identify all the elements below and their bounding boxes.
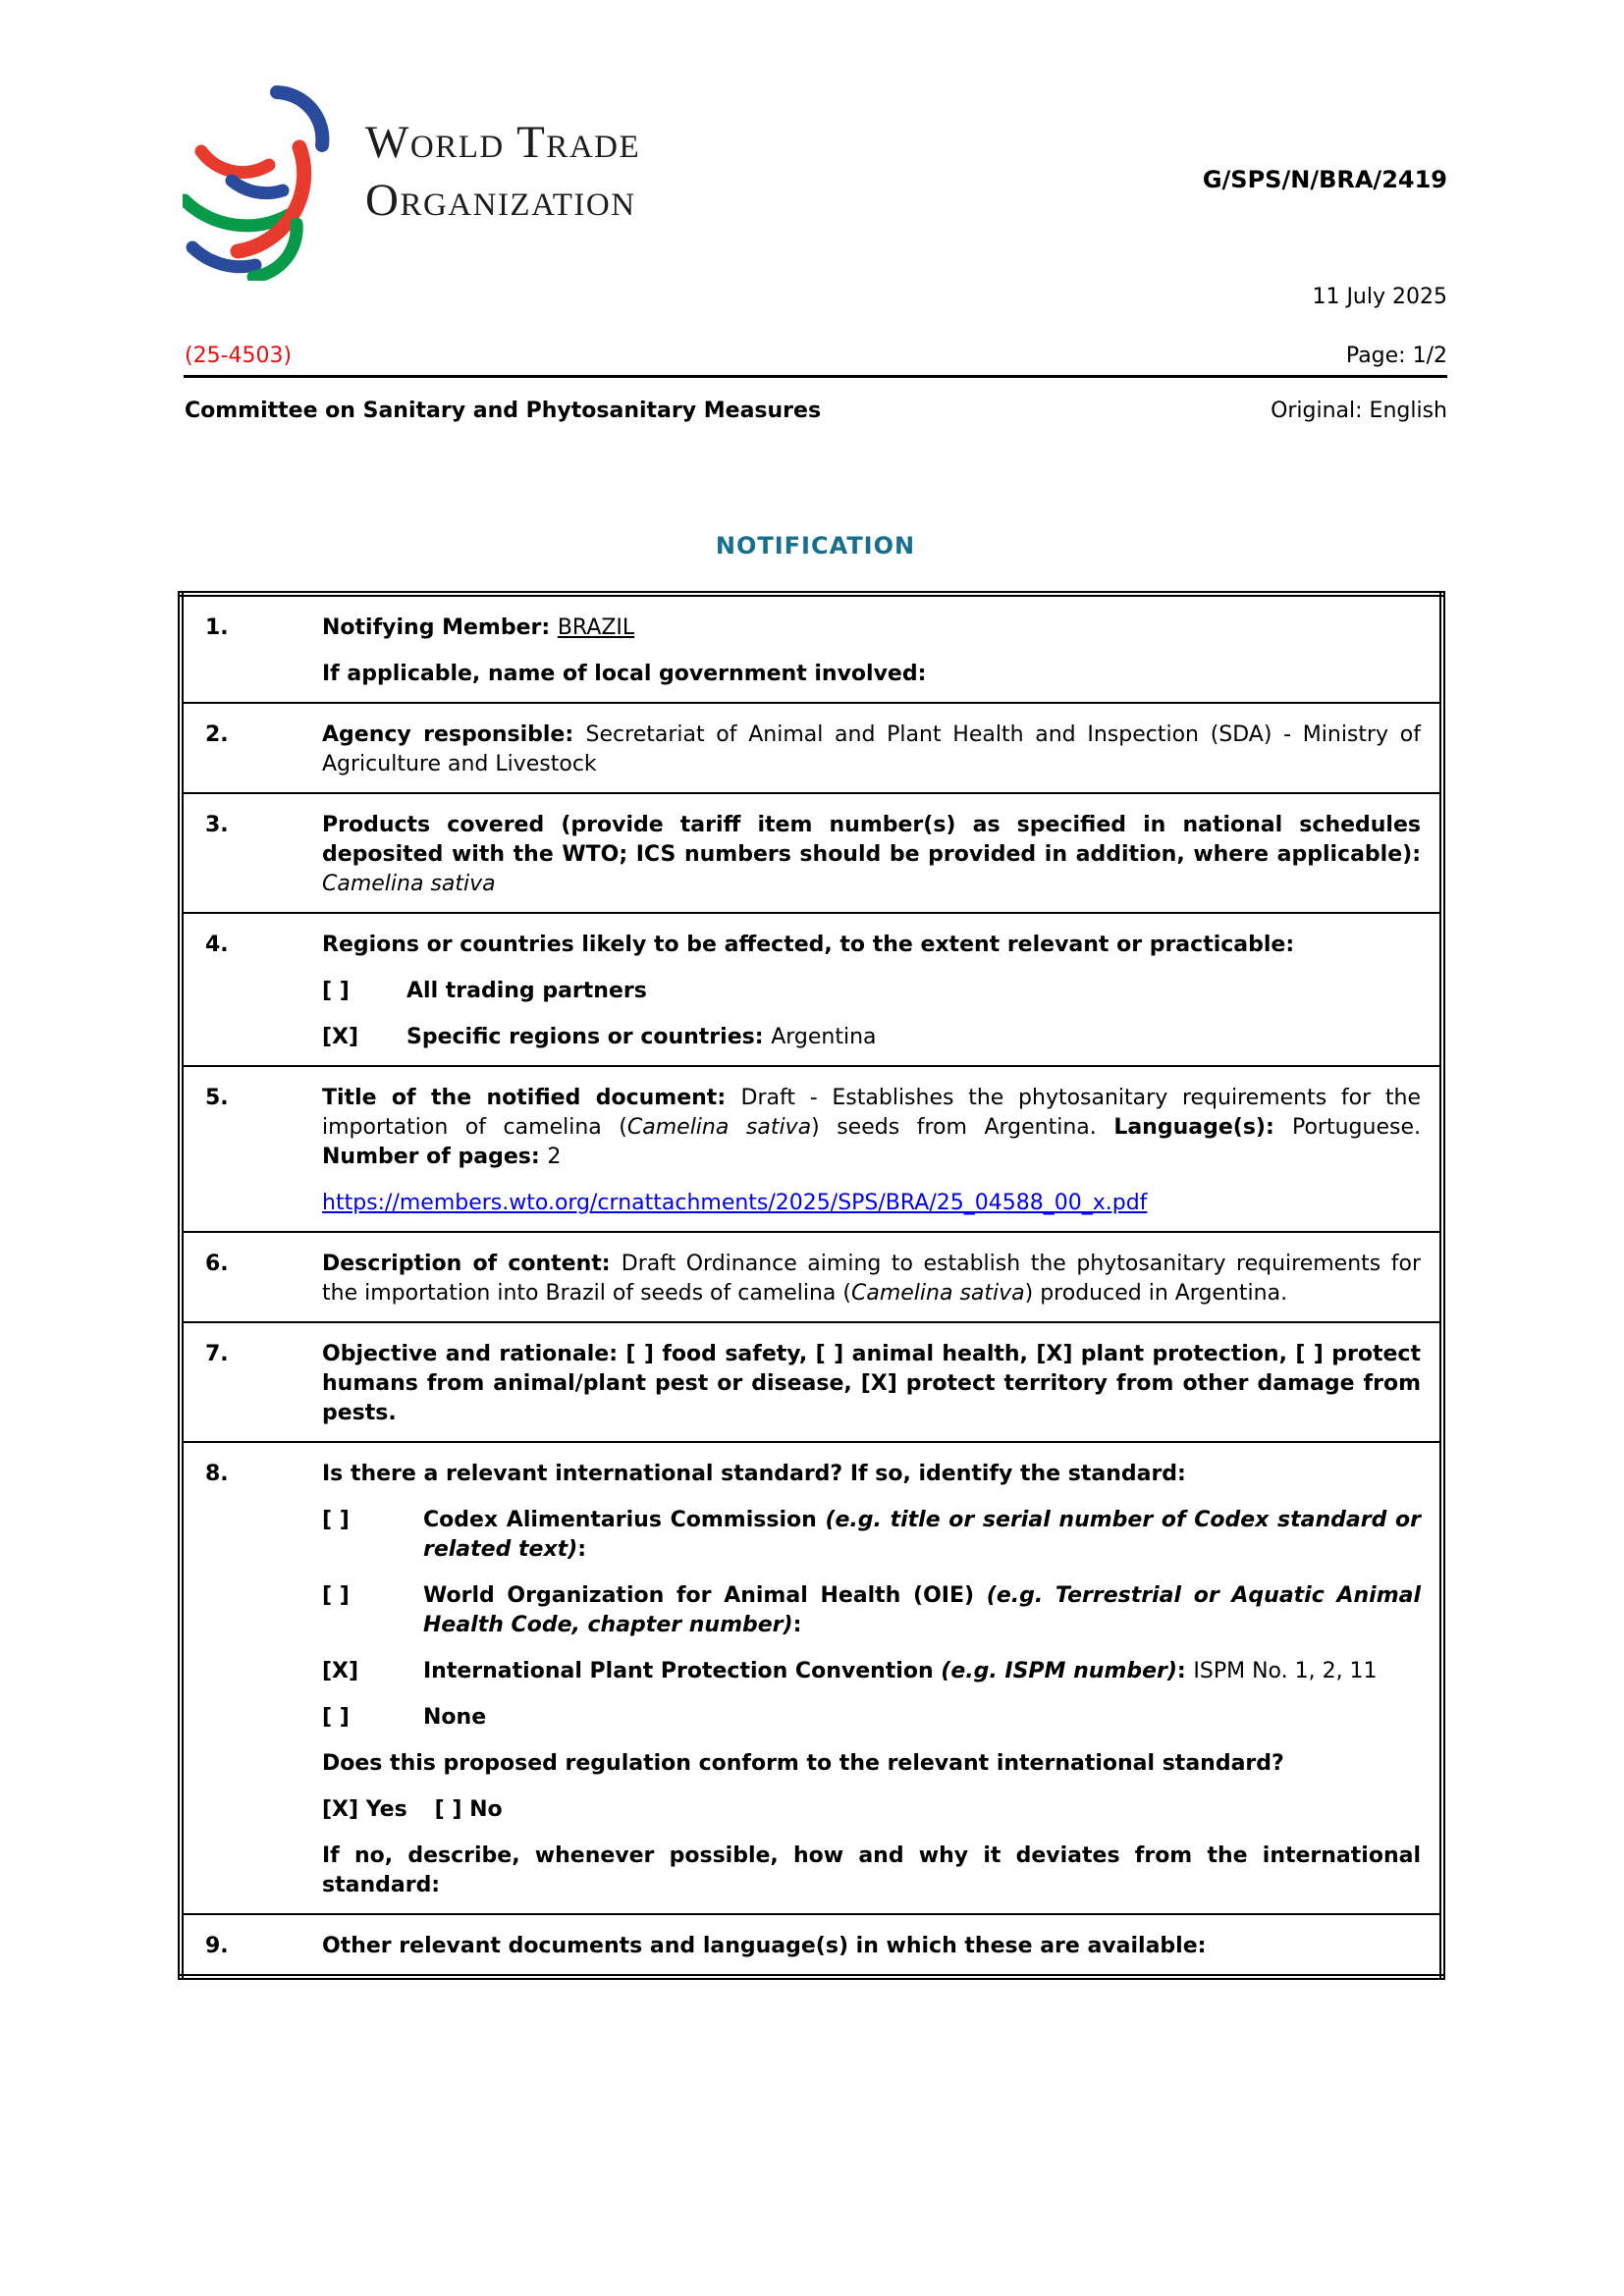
notifying-member-label: Notifying Member: bbox=[322, 615, 558, 640]
row-number: 1. bbox=[205, 615, 229, 640]
ref-number: (25-4503) bbox=[185, 344, 293, 368]
org-name-line2: Organization bbox=[365, 175, 636, 226]
other-documents-label: Other relevant documents and language(s) in which these are available: bbox=[322, 1934, 1207, 1958]
form-row-1 bbox=[181, 594, 1442, 703]
products-covered-value: Camelina sativa bbox=[322, 872, 496, 896]
codex-text bbox=[423, 1506, 1421, 1565]
specific-regions-value: Argentina bbox=[771, 1025, 877, 1049]
oie-detail: (e.g. Terrestrial or Aquatic Animal Health Code, chapter number) bbox=[423, 1583, 1422, 1637]
form-row-8 bbox=[181, 1442, 1442, 1914]
oie-option bbox=[322, 1581, 1421, 1640]
row-number: 3. bbox=[181, 793, 322, 913]
row-number: 9. bbox=[181, 1914, 322, 1977]
codex-colon: : bbox=[577, 1537, 587, 1562]
no-checkbox: [ ] No bbox=[434, 1797, 503, 1822]
checkbox-mark: [ ] bbox=[322, 979, 350, 1003]
species-name: Camelina sativa bbox=[851, 1281, 1025, 1306]
pages-value: 2 bbox=[547, 1145, 562, 1169]
form-row-2 bbox=[181, 703, 1442, 793]
title-text: Draft - Establishes the phytosanitary requirements for the importation of camelina ( bbox=[322, 1086, 1421, 1140]
checkbox-mark: [ ] bbox=[322, 1705, 350, 1730]
oie-text bbox=[423, 1581, 1421, 1640]
org-name-line1: World Trade bbox=[365, 117, 641, 168]
row-number: 8. bbox=[181, 1442, 322, 1914]
wto-logo-icon bbox=[183, 84, 348, 281]
oie-colon: : bbox=[792, 1613, 802, 1637]
doc-symbol: G/SPS/N/BRA/2419 bbox=[1202, 166, 1447, 193]
codex-detail: (e.g. title or serial number of Codex standard or related text) bbox=[423, 1508, 1421, 1562]
row-number: 7. bbox=[181, 1322, 322, 1442]
language-label: Language(s): bbox=[1113, 1115, 1292, 1140]
agency-responsible-label: Agency responsible: bbox=[322, 722, 586, 747]
ippc-label: International Plant Protection Convention bbox=[423, 1659, 942, 1683]
description-content-line bbox=[322, 1250, 1421, 1308]
original-language: Original: English bbox=[1271, 399, 1447, 423]
ippc-option bbox=[322, 1657, 1421, 1686]
checkbox-mark: [X] bbox=[322, 1659, 359, 1683]
ippc-colon: : bbox=[1176, 1659, 1194, 1683]
conform-question: Does this proposed regulation conform to the relevant international standard? bbox=[322, 1751, 1284, 1776]
conform-answer bbox=[322, 1795, 1421, 1825]
notification-form-table bbox=[178, 591, 1445, 1980]
row-number: 5. bbox=[181, 1066, 322, 1232]
description-text: Draft Ordinance aiming to establish the phytosanitary requirements for the importation into Brazil of seeds of camelina ( bbox=[322, 1252, 1421, 1306]
oie-label: World Organization for Animal Health (OIE) bbox=[423, 1583, 987, 1608]
form-row-4 bbox=[181, 913, 1442, 1066]
specific-regions-label: Specific regions or countries: bbox=[406, 1025, 772, 1049]
yes-checkbox: [X] Yes bbox=[322, 1797, 407, 1822]
products-covered-line bbox=[322, 811, 1421, 899]
none-label: None bbox=[423, 1705, 487, 1730]
codex-label: Codex Alimentarius Commission bbox=[423, 1508, 826, 1532]
title-notified-document-line bbox=[322, 1084, 1421, 1172]
local-government-label: If applicable, name of local government involved: bbox=[322, 662, 927, 686]
form-row-5 bbox=[181, 1066, 1442, 1232]
row-number: 6. bbox=[181, 1232, 322, 1322]
checkbox-mark: [ ] bbox=[322, 1508, 350, 1532]
ippc-detail: (e.g. ISPM number) bbox=[941, 1659, 1177, 1683]
row-number: 4. bbox=[181, 913, 322, 1066]
page-number: Page: 1/2 bbox=[1345, 344, 1447, 368]
form-row-9 bbox=[181, 1914, 1442, 1977]
ippc-value: ISPM No. 1, 2, 11 bbox=[1193, 1659, 1378, 1683]
org-name bbox=[365, 114, 640, 230]
form-row-3 bbox=[181, 793, 1442, 913]
description-content-label: Description of content: bbox=[322, 1252, 622, 1276]
products-covered-label: Products covered (provide tariff item number(s) as specified in national schedules deposited with the WTO; ICS numbers should be provided in addition, where applicable): bbox=[322, 813, 1421, 867]
attachment-link[interactable]: https://members.wto.org/crnattachments/2025/SPS/BRA/25_04588_00_x.pdf bbox=[322, 1191, 1148, 1215]
row-number: 2. bbox=[181, 703, 322, 793]
all-trading-partners-option bbox=[322, 977, 1421, 1006]
title-text-cont: ) seeds from Argentina. bbox=[811, 1115, 1114, 1140]
attachment-line bbox=[322, 1189, 1421, 1218]
species-name: Camelina sativa bbox=[626, 1115, 812, 1140]
specific-regions-option bbox=[322, 1023, 1421, 1052]
international-standard-question: Is there a relevant international standard? If so, identify the standard: bbox=[322, 1462, 1186, 1486]
all-trading-partners-label: All trading partners bbox=[406, 979, 647, 1003]
notifying-member-value: BRAZIL bbox=[557, 615, 635, 640]
deviation-label: If no, describe, whenever possible, how and why it deviates from the international standard: bbox=[322, 1843, 1421, 1897]
agency-responsible-value: Secretariat of Animal and Plant Health and Inspection (SDA) - Ministry of Agriculture and Livestock bbox=[322, 722, 1421, 776]
committee-title: Committee on Sanitary and Phytosanitary Measures bbox=[185, 399, 822, 423]
ippc-text bbox=[423, 1657, 1421, 1686]
objective-rationale-text: Objective and rationale: [ ] food safety, [ ] animal health, [X] plant protection, [ ] protect humans from animal/plant pest or disease, [X] protect territory from other damage from pests. bbox=[322, 1342, 1421, 1425]
header-rule bbox=[184, 375, 1447, 378]
title-notified-document-label: Title of the notified document: bbox=[322, 1086, 741, 1110]
codex-option bbox=[322, 1506, 1421, 1565]
description-text-cont: ) produced in Argentina. bbox=[1024, 1281, 1288, 1306]
checkbox-mark: [X] bbox=[322, 1025, 359, 1049]
specific-regions-text bbox=[406, 1023, 1421, 1052]
form-row-7 bbox=[181, 1322, 1442, 1442]
checkbox-mark: [ ] bbox=[322, 1583, 350, 1608]
none-option bbox=[322, 1703, 1421, 1733]
form-row-6 bbox=[181, 1232, 1442, 1322]
doc-date: 11 July 2025 bbox=[1312, 285, 1447, 309]
agency-responsible-line bbox=[322, 721, 1421, 779]
notifying-member-line bbox=[322, 614, 1421, 643]
pages-label: Number of pages: bbox=[322, 1145, 548, 1169]
notification-title: NOTIFICATION bbox=[715, 532, 916, 560]
language-value: Portuguese. bbox=[1291, 1115, 1421, 1140]
regions-affected-label: Regions or countries likely to be affected, to the extent relevant or practicable: bbox=[322, 933, 1295, 957]
